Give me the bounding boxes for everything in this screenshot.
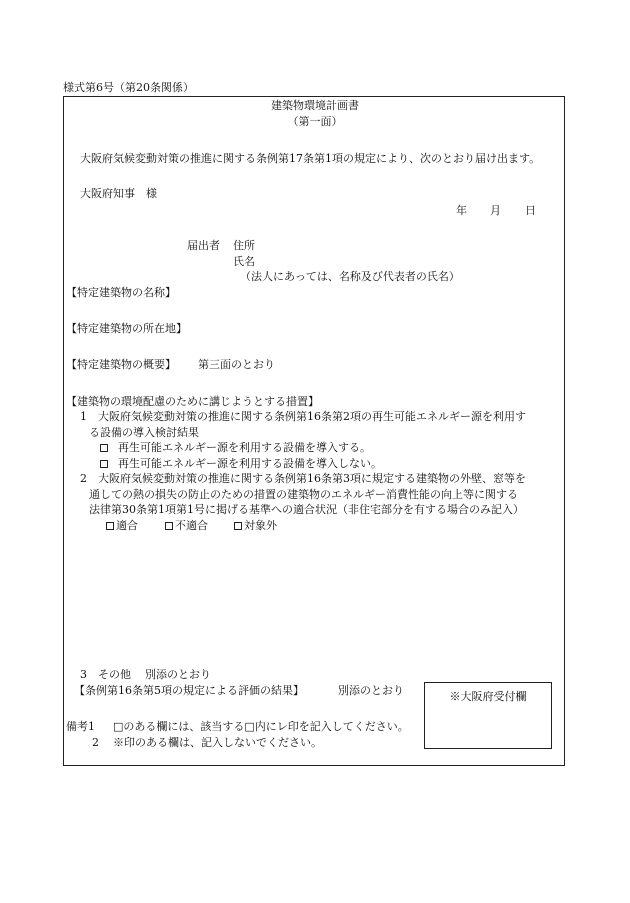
measure2-line2: 通しての熱の損失の防止のための措置の建築物のエネルギー消費性能の向上等に関する	[89, 488, 518, 501]
measure3-value: 別添のとおり	[145, 668, 211, 681]
date-month: 月	[490, 204, 501, 217]
option-nonconform	[165, 520, 208, 531]
measure2-line3: 法律第30条第1項第1号に掲げる基準への適合状況（非住宅部分を有する場合のみ記入）	[89, 503, 524, 516]
option-nonconform-label: 不適合	[175, 519, 208, 532]
measure3-label: 3 その他	[80, 668, 131, 681]
section-measures: 【建築物の環境配慮のために講じようとする措置】	[66, 395, 319, 408]
option-conform-label: 適合	[116, 519, 138, 532]
section-building-name: 【特定建築物の名称】	[66, 286, 176, 299]
form-title: 建築物環境計画書	[271, 99, 359, 112]
form-number: 様式第6号（第20条関係）	[63, 81, 194, 94]
option-not-install-label: 再生可能エネルギー源を利用する設備を導入しない。	[118, 457, 382, 470]
receipt-label: ※大阪府受付欄	[449, 690, 527, 703]
note-1: □のある欄には、該当する□内にレ印を記入してください。	[113, 720, 409, 733]
intro-text: 大阪府気候変動対策の推進に関する条例第17条第1項の規定により、次のとおり届け出ます。	[80, 152, 541, 165]
submitter-label: 届出者	[187, 239, 220, 252]
note-2-number: 2	[92, 736, 99, 749]
option-conform	[106, 520, 138, 531]
option-install-label: 再生可能エネルギー源を利用する設備を導入する。	[118, 441, 371, 454]
evaluation-value: 別添のとおり	[338, 684, 404, 697]
corporate-note: （法人にあっては、名称及び代表者の氏名）	[240, 270, 460, 283]
option-install	[100, 442, 371, 453]
option-not-applicable	[234, 520, 277, 531]
section-building-location: 【特定建築物の所在地】	[66, 322, 187, 335]
measure2-line1: 2 大阪府気候変動対策の推進に関する条例第16条第3項に規定する建築物の外壁、窓等を	[80, 472, 526, 485]
note-2: ※印のある欄は、記入しないでください。	[113, 736, 322, 749]
section-building-overview: 【特定建築物の概要】	[66, 358, 176, 371]
evaluation-label: 【条例第16条第5項の規定による評価の結果】	[74, 684, 304, 697]
option-not-applicable-label: 対象外	[244, 519, 277, 532]
measure1-line2: る設備の導入検討結果	[89, 426, 199, 439]
checkbox-install[interactable]	[100, 444, 108, 452]
addressee: 大阪府知事 様	[80, 187, 157, 200]
overview-value: 第三面のとおり	[198, 358, 275, 371]
date-day: 日	[525, 204, 536, 217]
checkbox-conform[interactable]	[106, 522, 114, 530]
checkbox-not-applicable[interactable]	[234, 522, 242, 530]
option-not-install	[100, 458, 382, 469]
notes-label: 備考1	[66, 720, 95, 733]
address-label: 住所	[233, 239, 255, 252]
form-subtitle: （第一面）	[287, 115, 343, 128]
measure1-line1: 1 大阪府気候変動対策の推進に関する条例第16条第2項の再生可能エネルギー源を利用す	[80, 410, 526, 423]
receipt-box	[424, 682, 552, 749]
name-label: 氏名	[233, 255, 255, 268]
checkbox-not-install[interactable]	[100, 460, 108, 468]
checkbox-nonconform[interactable]	[165, 522, 173, 530]
date-year: 年	[456, 204, 467, 217]
